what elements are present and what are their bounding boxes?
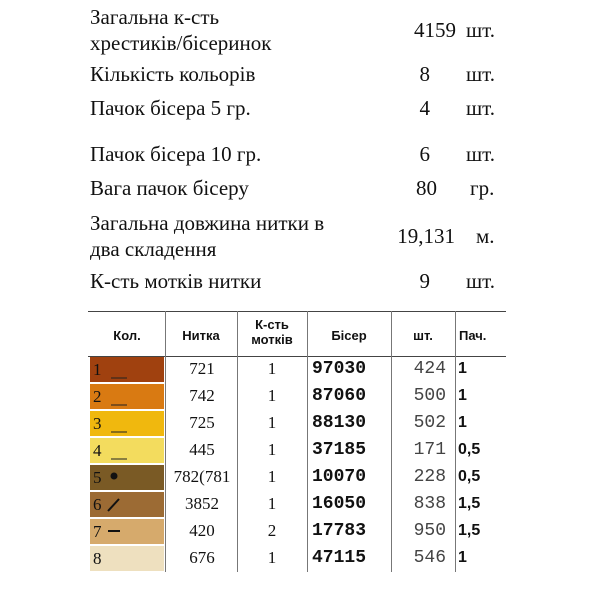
color-swatch [90, 465, 164, 490]
stitch-symbol-icon [105, 520, 129, 542]
pack-count: 1 [458, 414, 467, 431]
summary-unit: м. [476, 224, 495, 248]
header-skeins-line2: мотків [251, 332, 293, 347]
stitch-symbol-icon [105, 358, 129, 380]
color-swatch [90, 546, 164, 571]
color-number: 7 [93, 522, 102, 541]
table-row [88, 545, 506, 572]
bead-count: 546 [413, 548, 446, 568]
table-row [88, 464, 506, 491]
bead-count: 502 [413, 413, 446, 433]
skein-count: 2 [267, 521, 277, 540]
pack-count: 1 [458, 387, 467, 404]
thread-code: 676 [189, 548, 215, 567]
thread-code: 3852 [185, 494, 219, 513]
summary-label [90, 210, 390, 262]
stitch-symbol-icon [105, 439, 129, 461]
stitch-symbol-icon [105, 385, 129, 407]
summary-label-line: Загальна довжина нитки в [90, 211, 325, 235]
color-number: 3 [93, 414, 102, 433]
color-number: 4 [93, 441, 102, 460]
summary-value: 6 [419, 142, 430, 166]
summary-unit: шт. [466, 142, 496, 166]
bead-count: 424 [413, 359, 446, 379]
bead-code: 17783 [312, 521, 367, 541]
summary-value: 80 [416, 176, 437, 200]
skein-count: 1 [267, 467, 277, 486]
stitch-symbol-icon [105, 547, 129, 569]
bead-count: 228 [413, 467, 446, 487]
bead-code: 97030 [312, 359, 367, 379]
summary-label-line: К-сть мотків нитки [90, 269, 262, 293]
header-count: шт. [413, 328, 433, 343]
color-number: 8 [93, 549, 102, 568]
table-top-border [88, 311, 506, 312]
bead-count: 500 [413, 386, 446, 406]
stitch-symbol-icon [105, 412, 129, 434]
thread-code: 725 [189, 413, 215, 432]
summary-value: 8 [419, 62, 430, 86]
summary-label [90, 4, 390, 56]
thread-code: 445 [189, 440, 215, 459]
skein-count: 1 [267, 413, 277, 432]
bead-code: 16050 [312, 494, 367, 514]
bead-code: 10070 [312, 467, 367, 487]
color-swatch [90, 492, 164, 517]
table-row [88, 437, 506, 464]
header-beads: Бісер [331, 328, 367, 343]
header-color: Кол. [113, 328, 141, 343]
bead-code: 88130 [312, 413, 367, 433]
summary-label-line: Кількість кольорів [90, 62, 256, 86]
summary-value: 9 [419, 269, 430, 293]
thread-code: 782(781 [173, 467, 231, 486]
header-thread: Нитка [182, 328, 220, 343]
pack-count: 1 [458, 360, 467, 377]
summary-label-line: хрестиків/бісеринок [90, 31, 272, 55]
thread-code: 721 [189, 359, 215, 378]
summary-label-line: Пачок бісера 5 гр. [90, 96, 251, 120]
summary-label [90, 61, 390, 87]
color-number: 2 [93, 387, 102, 406]
bead-code: 37185 [312, 440, 367, 460]
skein-count: 1 [267, 548, 277, 567]
skein-count: 1 [267, 440, 277, 459]
summary-label-line: Пачок бісера 10 гр. [90, 142, 262, 166]
pack-count: 1,5 [458, 522, 481, 539]
table-row [88, 491, 506, 518]
summary-value: 19,131 [397, 224, 455, 248]
skein-count: 1 [267, 359, 277, 378]
summary-label-line: Загальна к-сть [90, 5, 220, 29]
table-row [88, 518, 506, 545]
pack-count: 1 [458, 549, 467, 566]
summary-label [90, 268, 390, 294]
summary-label-line: Вага пачок бісеру [90, 176, 249, 200]
table-row [88, 383, 506, 410]
header-skeins [238, 317, 306, 347]
bead-code: 87060 [312, 386, 367, 406]
pack-count: 1,5 [458, 495, 481, 512]
pack-count: 0,5 [458, 468, 481, 485]
color-swatch [90, 384, 164, 409]
color-table [88, 311, 506, 585]
bead-count: 171 [413, 440, 446, 460]
table-row [88, 410, 506, 437]
summary-unit: гр. [470, 176, 495, 200]
pack-count: 0,5 [458, 441, 481, 458]
table-row [88, 356, 506, 383]
stitch-symbol-icon [105, 466, 129, 488]
skein-count: 1 [267, 494, 277, 513]
color-swatch [90, 357, 164, 382]
summary-unit: шт. [466, 96, 496, 120]
thread-code: 742 [189, 386, 215, 405]
color-number: 5 [93, 468, 102, 487]
summary-value: 4 [419, 96, 430, 120]
summary-unit: шт. [466, 269, 496, 293]
summary-label [90, 141, 390, 167]
summary-label-line: два складення [90, 237, 217, 261]
color-number: 1 [93, 360, 102, 379]
summary-label [90, 175, 390, 201]
color-number: 6 [93, 495, 102, 514]
color-swatch [90, 438, 164, 463]
summary-value: 4159 [414, 18, 456, 42]
summary-unit: шт. [466, 18, 496, 42]
summary-unit: шт. [466, 62, 496, 86]
color-swatch [90, 519, 164, 544]
color-swatch [90, 411, 164, 436]
stitch-symbol-icon [105, 493, 129, 515]
skein-count: 1 [267, 386, 277, 405]
summary-label [90, 95, 390, 121]
bead-count: 838 [413, 494, 446, 514]
bead-count: 950 [413, 521, 446, 541]
header-skeins-line1: К-сть [255, 317, 289, 332]
bead-code: 47115 [312, 548, 367, 568]
header-packs: Пач. [459, 328, 487, 343]
thread-code: 420 [189, 521, 215, 540]
